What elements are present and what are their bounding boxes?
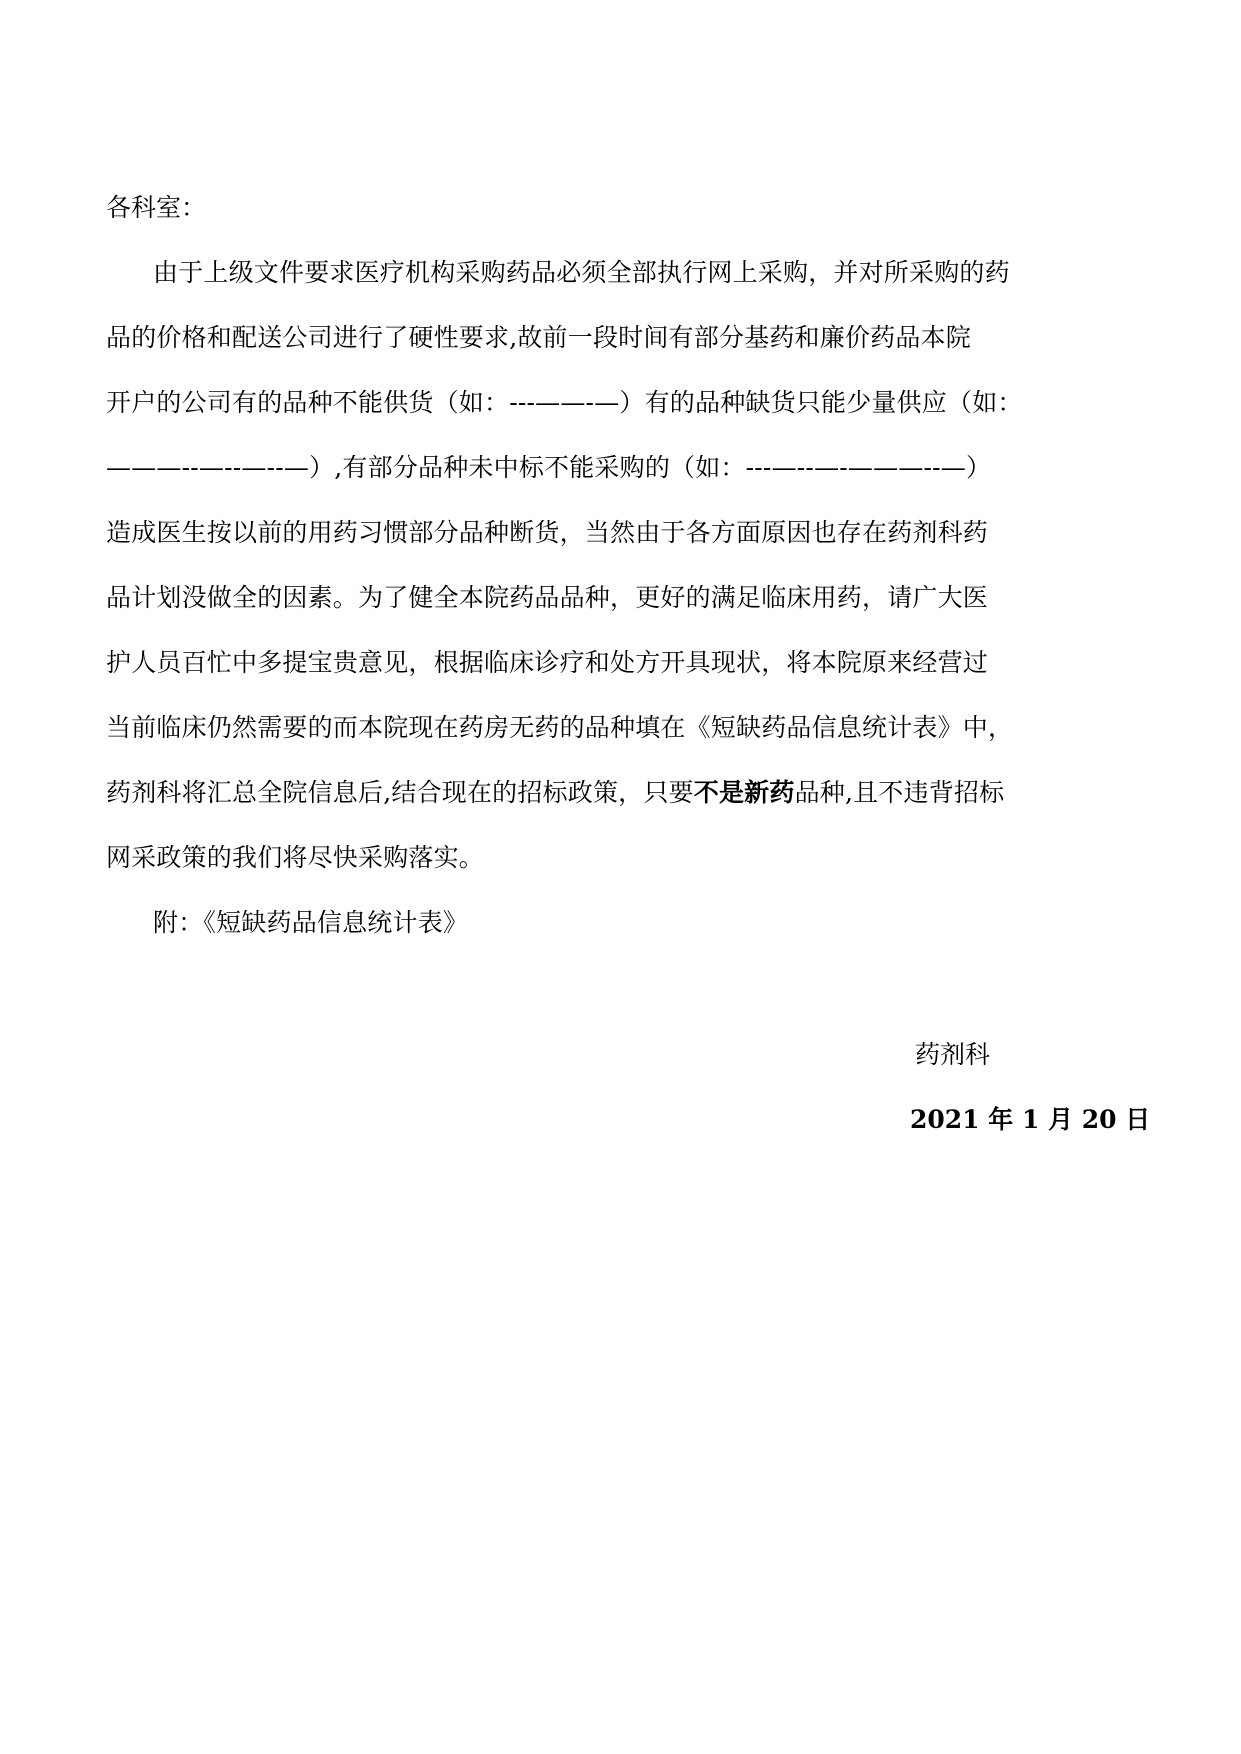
body-line-10: 网采政策的我们将尽快采购落实。 [106, 843, 485, 872]
emphasis-not-new-drug: 不是新药 [693, 778, 795, 807]
body-line-4: ———--—--—--—）,有部分品种未中标不能采购的（如：---—--—-———--—） [106, 453, 992, 482]
body-line-2: 品的价格和配送公司进行了硬性要求,故前一段时间有部分基药和廉价药品本院 [106, 323, 971, 352]
salutation: 各科室： [106, 193, 207, 222]
attachment-note: 附：《短缺药品信息统计表》 [153, 908, 469, 937]
body-line-8: 当前临床仍然需要的而本院现在药房无药的品种填在《短缺药品信息统计表》中， [106, 713, 1014, 742]
body-line-1: 由于上级文件要求医疗机构采购药品必须全部执行网上采购，并对所采购的药 [153, 258, 1010, 287]
body-line-7: 护人员百忙中多提宝贵意见，根据临床诊疗和处方开具现状，将本院原来经营过 [106, 648, 989, 677]
body-line-6: 品计划没做全的因素。为了健全本院药品品种，更好的满足临床用药，请广大医 [106, 583, 989, 612]
line9-text-before: 药剂科将汇总全院信息后,结合现在的招标政策，只要 [106, 778, 694, 807]
signature-department: 药剂科 [915, 1040, 991, 1069]
body-line-3: 开户的公司有的品种不能供货（如：---——-—）有的品种缺货只能少量供应（如： [106, 388, 1023, 417]
body-line-9 [106, 778, 1136, 808]
line9-text-after: 品种,且不违背招标 [794, 778, 1005, 807]
body-line-5: 造成医生按以前的用药习惯部分品种断货，当然由于各方面原因也存在药剂科药 [106, 518, 989, 547]
signature-date: 2021 年 1 月 20 日 [910, 1105, 1151, 1134]
